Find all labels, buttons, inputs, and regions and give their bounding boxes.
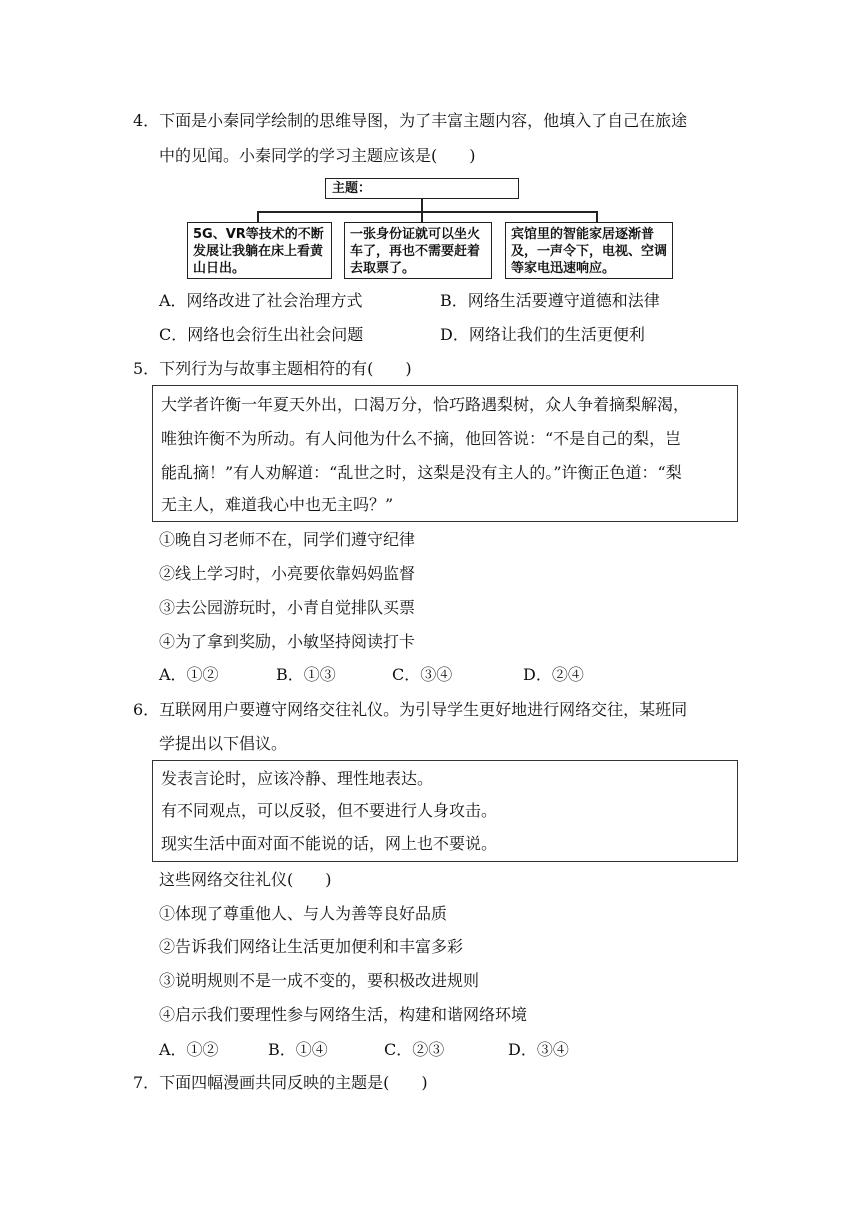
q5-stem: 5．下列行为与故事主题相符的有( ) [133, 359, 412, 378]
q6-proposal-line1: 发表言论时，应该冷静、理性地表达。 [161, 769, 434, 788]
q4-option-d: D．网络让我们的生活更便利 [440, 325, 645, 344]
q5-item-3: ③去公园游玩时，小青自觉排队买票 [159, 598, 416, 617]
q5-option-c: C．③④ [392, 665, 453, 684]
q6-item-2: ②告诉我们网络让生活更加便利和丰富多彩 [159, 937, 464, 956]
q6-item-3: ③说明规则不是一成不变的，要积极改进规则 [159, 971, 480, 990]
q5-option-b: B．①③ [276, 665, 336, 684]
q6-option-a: A．①② [159, 1040, 219, 1059]
q5-option-d: D．②④ [523, 665, 584, 684]
q5-option-a: A．①② [159, 665, 219, 684]
q4-stem-line1: 4．下面是小秦同学绘制的思维导图，为了丰富主题内容，他填入了自己在旅途 [133, 111, 688, 130]
q5-story-line1: 大学者许衡一年夏天外出，口渴万分，恰巧路遇梨树，众人争着摘梨解渴， [161, 395, 690, 414]
q6-item-1: ①体现了尊重他人、与人为善等良好品质 [159, 904, 448, 923]
connector-horizontal [257, 211, 597, 213]
mind-map-title: 主题： [325, 178, 519, 199]
q6-stem-line1: 6．互联网用户要遵守网络交往礼仪。为引导学生更好地进行网络交往，某班同 [133, 700, 688, 719]
q6-proposal-line2: 有不同观点，可以反驳，但不要进行人身攻击。 [161, 801, 498, 820]
q6-stem-line2: 学提出以下倡议。 [159, 734, 288, 753]
q5-item-4: ④为了拿到奖励，小敏坚持阅读打卡 [159, 632, 416, 651]
q4-option-c: C．网络也会衍生出社会问题 [159, 325, 364, 344]
mind-map-box-1: 5G、VR等技术的不断发展让我躺在床上看黄山日出。 [187, 222, 332, 279]
q5-story-line4: 无主人，难道我心中也无主吗？” [161, 495, 394, 514]
q6-option-d: D．③④ [508, 1040, 569, 1059]
q4-option-a: A．网络改进了社会治理方式 [159, 291, 363, 310]
q5-story-line2: 唯独许衡不为所动。有人问他为什么不摘，他回答说：“不是自己的梨，岂 [161, 429, 682, 448]
mind-map-box-2: 一张身份证就可以坐火车了，再也不需要赶着去取票了。 [344, 222, 492, 279]
q6-question: 这些网络交往礼仪( ) [159, 870, 332, 889]
q6-option-b: B．①④ [268, 1040, 328, 1059]
q7-stem: 7．下面四幅漫画共同反映的主题是( ) [133, 1073, 428, 1092]
q4-stem-line2: 中的见闻。小秦同学的学习主题应该是( ) [159, 146, 476, 165]
q6-option-c: C．②③ [384, 1040, 445, 1059]
q4-option-b: B．网络生活要遵守道德和法律 [440, 291, 660, 310]
q5-item-1: ①晚自习老师不在，同学们遵守纪律 [159, 530, 416, 549]
q5-story-line3: 能乱摘！”有人劝解道：“乱世之时，这梨是没有主人的。”许衡正色道：“梨 [161, 463, 682, 482]
q6-proposal-line3: 现实生活中面对面不能说的话，网上也不要说。 [161, 834, 498, 853]
q6-item-4: ④启示我们要理性参与网络生活，构建和谐网络环境 [159, 1005, 528, 1024]
q5-item-2: ②线上学习时，小亮要依靠妈妈监督 [159, 564, 416, 583]
mind-map-box-3: 宾馆里的智能家居逐渐普及，一声令下，电视、空调等家电迅速响应。 [505, 222, 673, 279]
